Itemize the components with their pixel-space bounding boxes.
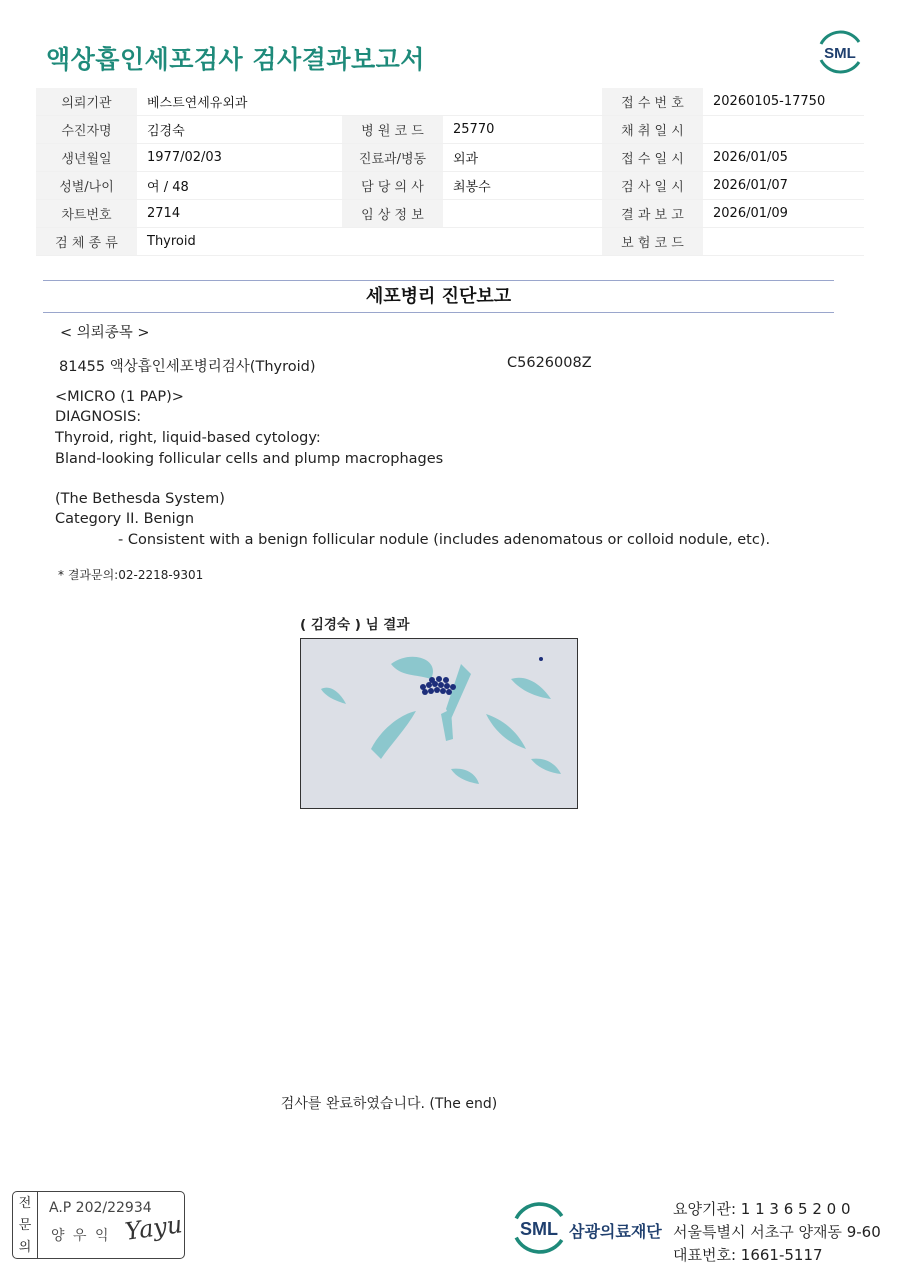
stamp-side-2: 문 xyxy=(18,1218,32,1233)
bethesda-label: (The Bethesda System) xyxy=(55,491,225,507)
report-title: 액상흡인세포검사 검사결과보고서 xyxy=(46,45,425,74)
diagnosis-label: DIAGNOSIS: xyxy=(55,409,142,425)
order-heading: < 의뢰종목 > xyxy=(60,325,150,341)
facility-code: 요양기관: 1 1 3 6 5 2 0 0 xyxy=(673,1200,851,1218)
info-value: 2026/01/07 xyxy=(703,172,864,200)
info-label: 의뢰기관 xyxy=(36,88,137,116)
info-label: 생년월일 xyxy=(36,144,137,172)
info-value: 2026/01/09 xyxy=(703,200,864,228)
order-item: 81455 액상흡인세포병리검사(Thyroid) xyxy=(59,359,316,375)
diagnosis-line-2: Bland-looking follicular cells and plump macrophages xyxy=(55,451,444,467)
sml-logo xyxy=(815,28,865,76)
info-value xyxy=(703,116,864,144)
info-value xyxy=(443,200,602,228)
photo-caption: ( 김경숙 ) 님 결과 xyxy=(300,617,410,633)
info-row xyxy=(36,144,864,172)
info-row xyxy=(36,200,864,228)
order-code: C5626008Z xyxy=(507,355,592,371)
inquiry-phone: * 결과문의:02-2218-9301 xyxy=(58,568,204,582)
info-value xyxy=(703,228,864,256)
info-label xyxy=(342,228,443,256)
info-label: 수진자명 xyxy=(36,116,137,144)
sml-logo-text: SML xyxy=(824,45,856,62)
info-label: 결 과 보 고 xyxy=(602,200,703,228)
info-value: 25770 xyxy=(443,116,602,144)
stamp-name: 양 우 익 xyxy=(51,1228,111,1244)
info-value: 베스트연세유외과 xyxy=(137,88,342,116)
info-label: 병 원 코 드 xyxy=(342,116,443,144)
info-value: 여 / 48 xyxy=(137,172,342,200)
phone: 대표번호: 1661-5117 xyxy=(673,1246,823,1264)
info-value: 최봉수 xyxy=(443,172,602,200)
bethesda-category: Category II. Benign xyxy=(55,511,195,527)
stamp-side-3: 의 xyxy=(18,1240,32,1255)
info-value: 2714 xyxy=(137,200,342,228)
info-label xyxy=(342,88,443,116)
info-value xyxy=(443,228,602,256)
section-rule-top xyxy=(43,280,834,281)
info-label: 접 수 일 시 xyxy=(602,144,703,172)
info-value: 20260105-17750 xyxy=(703,88,864,116)
info-value xyxy=(443,88,602,116)
info-value: 2026/01/05 xyxy=(703,144,864,172)
org-name: 삼광의료재단 xyxy=(569,1222,662,1241)
sml-footer-logo xyxy=(509,1199,569,1257)
section-title: 세포병리 진단보고 xyxy=(365,286,512,307)
bethesda-bullet: - Consistent with a benign follicular nodule (includes adenomatous or colloid nodule, etc). xyxy=(118,532,771,548)
stamp-id: A.P 202/22934 xyxy=(49,1200,152,1216)
info-label: 성별/나이 xyxy=(36,172,137,200)
cytology-image xyxy=(300,638,578,809)
info-value: 1977/02/03 xyxy=(137,144,342,172)
info-value: 외과 xyxy=(443,144,602,172)
pathologist-stamp xyxy=(12,1191,185,1259)
info-row xyxy=(36,228,864,256)
info-row xyxy=(36,172,864,200)
info-label: 검 사 일 시 xyxy=(602,172,703,200)
end-text: 검사를 완료하였습니다. (The end) xyxy=(280,1096,498,1112)
address: 서울특별시 서초구 양재동 9-60 xyxy=(673,1223,881,1241)
diagnosis-line-1: Thyroid, right, liquid-based cytology: xyxy=(55,430,321,446)
info-label: 보 험 코 드 xyxy=(602,228,703,256)
sml-footer-logo-text: SML xyxy=(520,1219,558,1240)
info-value: 김경숙 xyxy=(137,116,342,144)
info-value: Thyroid xyxy=(137,228,342,256)
info-label: 임 상 정 보 xyxy=(342,200,443,228)
stamp-side-1: 전 xyxy=(18,1196,32,1211)
info-label: 검 체 종 류 xyxy=(36,228,137,256)
info-label: 담 당 의 사 xyxy=(342,172,443,200)
signature: Yayu xyxy=(123,1210,184,1246)
info-label: 진료과/병동 xyxy=(342,144,443,172)
micro-label: <MICRO (1 PAP)> xyxy=(55,389,184,405)
info-row xyxy=(36,88,864,116)
info-label: 채 취 일 시 xyxy=(602,116,703,144)
section-rule-bottom xyxy=(43,312,834,313)
info-row xyxy=(36,116,864,144)
patient-info-table xyxy=(36,88,864,256)
info-label: 접 수 번 호 xyxy=(602,88,703,116)
info-label: 차트번호 xyxy=(36,200,137,228)
